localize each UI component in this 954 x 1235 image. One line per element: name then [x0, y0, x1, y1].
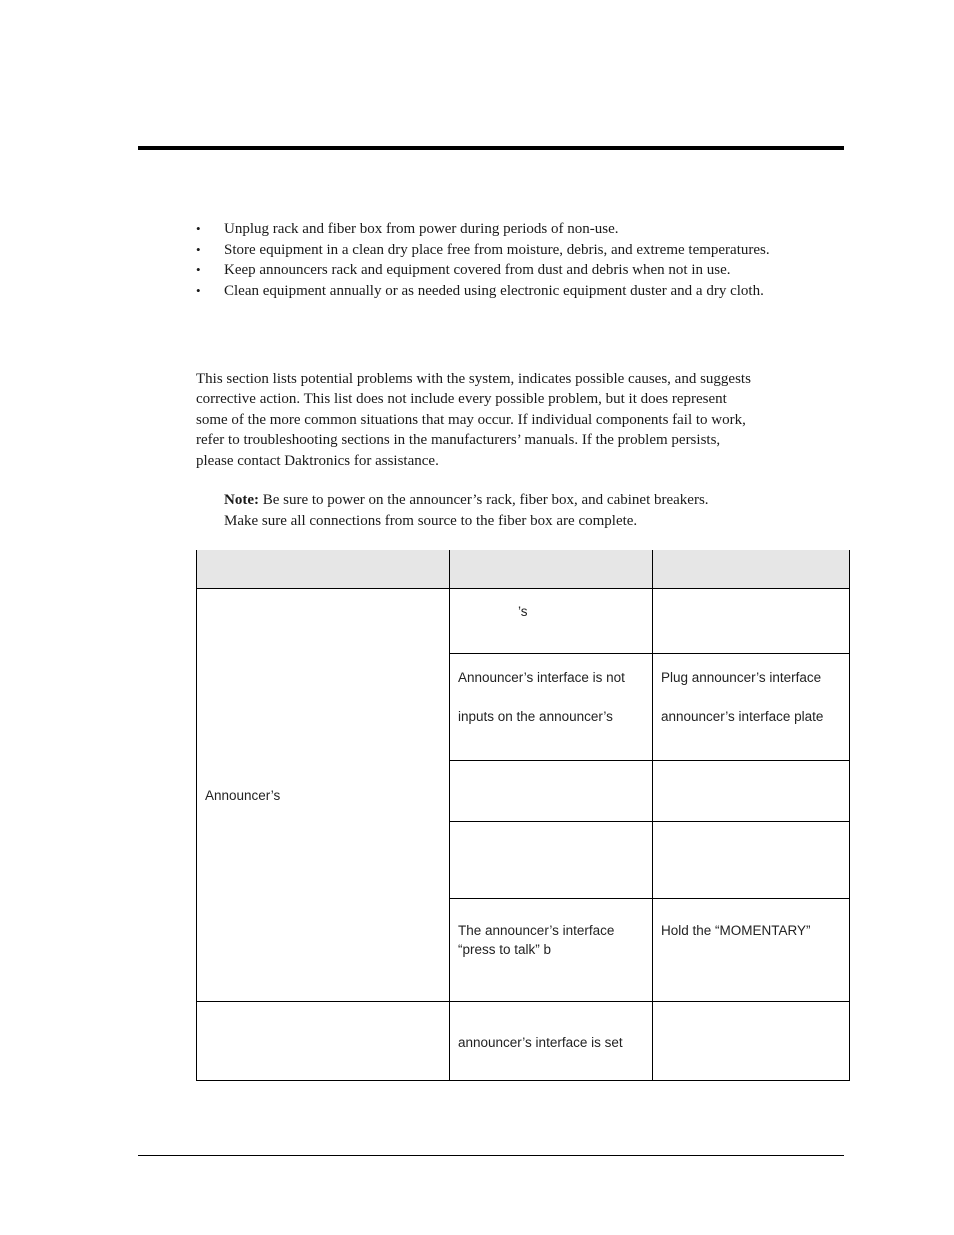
- troubleshooting-table: [196, 550, 850, 1081]
- action-cell: Plug announcer’s interface announcer’s interface plate: [653, 654, 850, 761]
- maintenance-list: [196, 219, 896, 301]
- action-cell: [653, 1002, 850, 1081]
- bullet-icon: •: [196, 262, 201, 277]
- list-item: • Store equipment in a clean dry place free from moisture, debris, and extreme temperatures.: [196, 240, 896, 261]
- action-cell: [653, 761, 850, 822]
- header-rule: [138, 146, 844, 150]
- footer-rule: [138, 1155, 844, 1156]
- list-item: • Unplug rack and fiber box from power during periods of non-use.: [196, 219, 896, 240]
- bullet-icon: •: [196, 221, 201, 236]
- action-cell: [653, 822, 850, 899]
- bullet-icon: •: [196, 282, 201, 298]
- problem-cell: [197, 1002, 450, 1081]
- cause-cell: Announcer’s interface is not inputs on the announcer’s: [450, 654, 653, 761]
- list-item: • Clean equipment annually or as needed using electronic equipment duster and a dry cloth.: [196, 281, 896, 302]
- table-header-row: [197, 550, 850, 589]
- note-label: Note:: [224, 492, 259, 508]
- problem-cell: Announcer’s: [197, 589, 450, 1002]
- header-action: [653, 550, 850, 589]
- cause-cell: ’s: [450, 589, 653, 654]
- cause-cell: [450, 761, 653, 822]
- cause-cell: The announcer’s interface “press to talk” b: [450, 899, 653, 1002]
- list-item: • Keep announcers rack and equipment covered from dust and debris when not in use.: [196, 260, 896, 281]
- cause-cell: [450, 822, 653, 899]
- cause-cell: announcer’s interface is set: [450, 1002, 653, 1081]
- troubleshooting-intro: This section lists potential problems with the system, indicates possible causes, and suggests corrective action. This list does not include every possible problem, but it does represent some of the more common situations that may occur. If individual components fail to work, refer to troubleshooting sections in the manufacturers’ manuals. If the problem persists, please contact Daktronics for assistance.: [196, 371, 751, 469]
- header-cause: [450, 550, 653, 589]
- table-row: [197, 1002, 850, 1081]
- bullet-icon: •: [196, 241, 201, 257]
- header-problem: [197, 550, 450, 589]
- table-row: [197, 589, 850, 654]
- note: Note: Be sure to power on the announcer’s rack, fiber box, and cabinet breakers. Make sure all connections from source to the fiber box are complete.: [224, 492, 709, 529]
- action-cell: Hold the “MOMENTARY”: [653, 899, 850, 1002]
- action-cell: [653, 589, 850, 654]
